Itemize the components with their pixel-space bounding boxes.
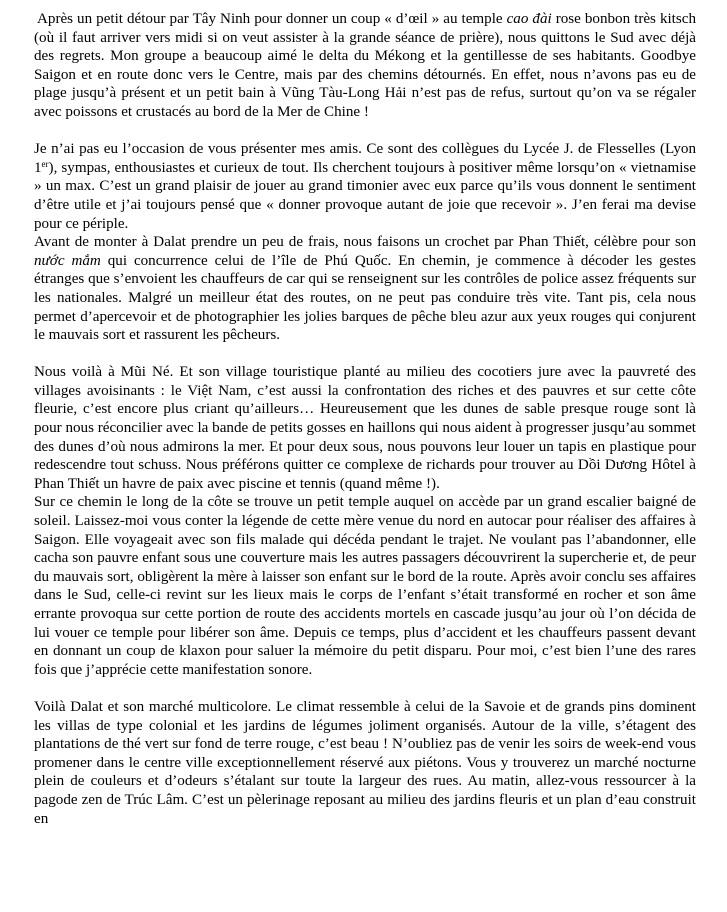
text-segment: ), sympas, enthousiastes et curieux de tout. Ils cherchent toujours à positiver même lorsqu’on « vietnamise » un max. C’est un grand plaisir de jouer au grand timonier avec eux parce qu’ils vous donnent le sentiment d’être utile et j’ai toujours pensé que « donner provoque autant de joie que recevoir ». J’en ferai ma devise pour ce périple. [34, 159, 696, 232]
paragraph-spacer [34, 679, 696, 698]
italic-term-nuoc-mam: nước mắm [34, 252, 101, 269]
superscript-ordinal: er [41, 158, 49, 169]
text-segment: Avant de monter à Dalat prendre un peu de frais, nous faisons un crochet par Phan Thiết, célèbre pour son [34, 234, 696, 251]
paragraph-phan-thiet [34, 233, 696, 345]
paragraph-friends [34, 140, 696, 233]
paragraph-tay-ninh [34, 10, 696, 122]
document-page [34, 10, 696, 828]
paragraph-mui-ne [34, 363, 696, 493]
text-segment: Sur ce chemin le long de la côte se trouve un petit temple auquel on accède par un grand escalier baigné de soleil. Laissez-moi vous conter la légende de cette mère venue du nord en autocar pour réaliser des affaires à Saigon. Elle voyageait avec son fils malade qui décéda pendant le trajet. Ne voulant pas l’abandonner, elle cacha son pauvre enfant sous une couverture mais les autres passagers découvrirent la supercherie et, de peur du mauvais sort, obligèrent la mère à laisser son enfant sur le bord de la route. Après avoir conclu ses affaires dans le Sud, celle-ci revint sur les lieux mais le corps de l’enfant s’était transformé en rocher et son âme errante provoqua sur cette portion de route des accidents mortels en cascade jusqu’au jour où l’on décida de lui vouer ce temple pour libérer son âme. Depuis ce temps, plus d’accident et les chauffeurs passent devant en donnant un coup de klaxon pour saluer la mémoire du petit disparu. Pour moi, c’est bien l’une des rares fois que j’apprécie cette manifestation sonore. [34, 494, 696, 678]
paragraph-spacer [34, 122, 696, 141]
text-segment: Voilà Dalat et son marché multicolore. Le climat ressemble à celui de la Savoie et de grands pins dominent les villas de type colonial et les jardins de légumes joliment organisés. Autour de la ville, s’étagent des plantations de thé vert sur fond de terre rouge, c’est beau ! N’oubliez pas de venir les soirs de week-end vous promener dans le centre ville exceptionnellement réservé aux piétons. Vous y trouverez un marché nocturne plein de couleurs et d’odeurs s’étalant sur toute la largeur des rues. Au matin, allez-vous ressourcer à la pagode zen de Trúc Lâm. C’est un pèlerinage reposant au milieu des jardins fleuris et un plan d’eau construit en [34, 698, 696, 827]
paragraph-dalat [34, 698, 696, 828]
paragraph-temple-legend [34, 493, 696, 679]
text-segment: Je n’ai pas eu l’occasion de vous présenter mes amis. Ce sont des collègues du Lycée J. de Flesselles (Lyon 1 [34, 141, 696, 176]
paragraph-spacer [34, 345, 696, 364]
text-segment: Nous voilà à Mũi Né. Et son village touristique planté au milieu des cocotiers jure avec la pauvreté des villages avoisinants : le Việt Nam, c’est aussi la confrontation des riches et des pauvres et sur cette côte fleurie, c’est encore plus criant qu’ailleurs… Heureusement que les dunes de sable presque rouge sont là pour nous réconcilier avec la bande de petits gosses en haillons qui nous aident à progresser jusqu’au sommet des dunes d’où nous admirons la mer. Et pour deux sous, nous pouvons leur louer un tapis en plastique pour redescendre tout schuss. Nous préférons quitter ce complexe de richards pour trouver au Dồi Dương Hôtel à Phan Thiết un havre de paix avec piscine et tennis (quand même !). [34, 364, 696, 492]
text-segment: rose bonbon très kitsch (où il faut arriver vers midi si on veut assister à la grande séance de prière), nous quittons le Sud avec déjà des regrets. Mon groupe a beaucoup aimé le delta du Mékong et la gentillesse de ses habitants. Goodbye Saigon et en route donc vers le Centre, mais par des chemins détournés. En effet, nous n’avons pas eu de plage jusqu’à présent et un petit bain à Vũng Tàu-Long Hải n’est pas de refus, surtout qu’on va se régaler avec poissons et crustacés au bord de la Mer de Chine ! [34, 11, 696, 120]
text-segment: Après un petit détour par Tây Ninh pour donner un coup « d’œil » au temple [37, 11, 507, 27]
italic-term-cao-dai: cao đài [506, 11, 552, 27]
text-segment: qui concurrence celui de l’île de Phú Quốc. En chemin, je commence à décoder les gestes étranges que s’envoient les chauffeurs de car qui se renseignent sur les contrôles de police assez fréquents sur les nationales. Malgré un meilleur état des routes, on ne peut pas conduire très vite. Tant pis, cela nous permet d’apercevoir et de photographier les jolies barques de pêche bleu azur aux yeux rouges qui conjurent le mauvais sort et rassurent les pêcheurs. [34, 252, 696, 344]
